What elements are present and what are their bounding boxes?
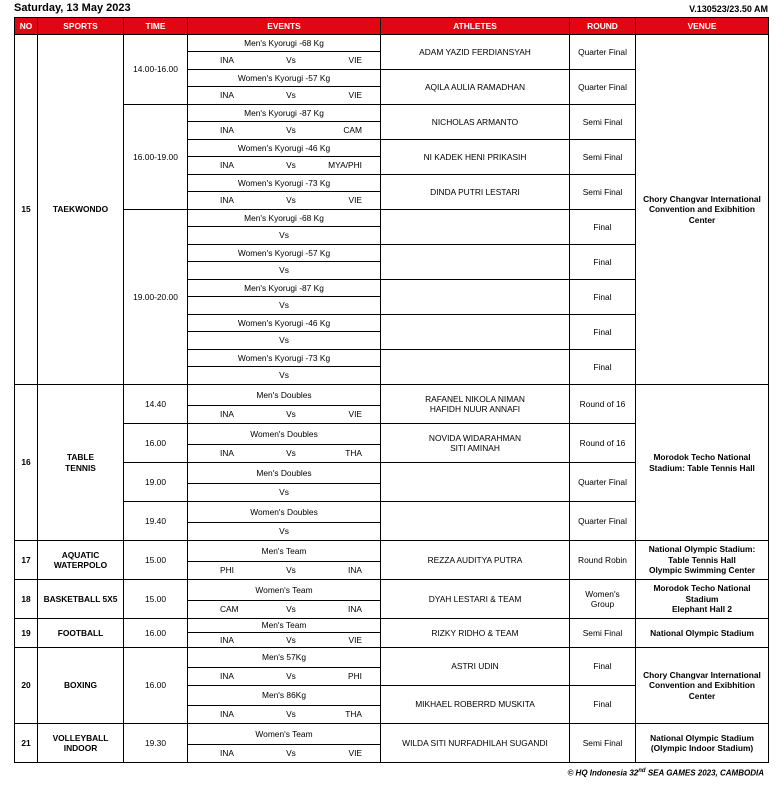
matchup	[188, 122, 381, 140]
event-time: 16.00	[124, 648, 188, 724]
athlete-name: ADAM YAZID FERDIANSYAH	[381, 35, 570, 70]
event-name: Women's Kyorugi -73 Kg	[188, 175, 381, 192]
round-label: Round Robin	[570, 541, 636, 580]
matchup	[188, 706, 381, 724]
event-name: Women's Kyorugi -57 Kg	[188, 70, 381, 87]
vs-label: Vs	[286, 565, 296, 576]
vs-label: Vs	[188, 262, 381, 280]
vs-label: Vs	[286, 448, 296, 459]
team-a: INA	[220, 195, 234, 206]
athlete-name: ASTRI UDIN	[381, 648, 570, 686]
row-no: 16	[15, 385, 38, 541]
round-label: Final	[570, 315, 636, 350]
athlete-name: DINDA PUTRI LESTARI	[381, 175, 570, 210]
round-label: Semi Final	[570, 619, 636, 648]
team-b: VIE	[348, 90, 362, 101]
matchup	[188, 192, 381, 210]
event-name: Women's Team	[188, 580, 381, 601]
athlete-name: NICHOLAS ARMANTO	[381, 105, 570, 140]
round-label: Final	[570, 280, 636, 315]
event-name: Women's Doubles	[188, 424, 381, 445]
vs-label: Vs	[286, 195, 296, 206]
vs-label: Vs	[286, 55, 296, 66]
copyright-footer	[567, 768, 764, 778]
athlete-name	[381, 210, 570, 245]
team-a: PHI	[220, 565, 234, 576]
venue-name: Chory Changvar International Convention and Exibhition Center	[636, 648, 769, 724]
event-time: 16.00-19.00	[124, 105, 188, 210]
team-b: VIE	[348, 748, 362, 759]
team-b: INA	[348, 565, 362, 576]
athlete-name	[381, 280, 570, 315]
row-no: 21	[15, 724, 38, 763]
sport-name: VOLLEYBALL INDOOR	[38, 724, 124, 763]
team-b: INA	[348, 604, 362, 615]
matchup	[188, 633, 381, 648]
event-name: Men's Kyorugi -87 Kg	[188, 280, 381, 297]
schedule-table	[14, 17, 769, 763]
round-label: Final	[570, 648, 636, 686]
event-name: Men's Kyorugi -68 Kg	[188, 35, 381, 52]
footer-prefix: © HQ Indonesia 32	[567, 768, 639, 778]
col-header-round: ROUND	[570, 18, 636, 35]
event-name: Men's Kyorugi -87 Kg	[188, 105, 381, 122]
sport-name: TAEKWONDO	[38, 35, 124, 385]
event-time: 19.00-20.00	[124, 210, 188, 385]
event-name: Men's 86Kg	[188, 686, 381, 706]
version-label: V.130523/23.50 AM	[689, 4, 768, 14]
sport-name: TABLE TENNIS	[38, 385, 124, 541]
vs-label: Vs	[188, 484, 381, 502]
row-no: 15	[15, 35, 38, 385]
vs-label: Vs	[188, 523, 381, 541]
athlete-name	[381, 315, 570, 350]
athlete-name: WILDA SITI NURFADHILAH SUGANDI	[381, 724, 570, 763]
athlete-name: AQILA AULIA RAMADHAN	[381, 70, 570, 105]
athlete-name	[381, 350, 570, 385]
venue-name: Morodok Techo National Stadium Elephant Hall 2	[636, 580, 769, 619]
event-name: Women's Kyorugi -73 Kg	[188, 350, 381, 367]
team-a: CAM	[220, 604, 239, 615]
footer-suffix: SEA GAMES 2023, CAMBODIA	[645, 768, 764, 778]
event-name: Men's Doubles	[188, 385, 381, 406]
round-label: Final	[570, 245, 636, 280]
vs-label: Vs	[286, 409, 296, 420]
venue-name: National Olympic Stadium	[636, 619, 769, 648]
row-no: 18	[15, 580, 38, 619]
event-name: Men's Kyorugi -68 Kg	[188, 210, 381, 227]
col-header-venue: VENUE	[636, 18, 769, 35]
team-a: INA	[220, 671, 234, 682]
table-header-row	[15, 18, 769, 35]
round-label: Women's Group	[570, 580, 636, 619]
team-a: INA	[220, 748, 234, 759]
event-time: 16.00	[124, 619, 188, 648]
matchup	[188, 668, 381, 686]
event-name: Women's Doubles	[188, 502, 381, 523]
athlete-name	[381, 245, 570, 280]
col-header-sports: SPORTS	[38, 18, 124, 35]
round-label: Round of 16	[570, 424, 636, 463]
team-a: INA	[220, 90, 234, 101]
event-time: 14.40	[124, 385, 188, 424]
athlete-name: RAFANEL NIKOLA NIMAN HAFIDH NUUR ANNAFI	[381, 385, 570, 424]
venue-name: Morodok Techo National Stadium: Table Tennis Hall	[636, 385, 769, 541]
sport-name: AQUATIC WATERPOLO	[38, 541, 124, 580]
event-name: Women's Team	[188, 724, 381, 745]
row-no: 20	[15, 648, 38, 724]
event-time: 14.00-16.00	[124, 35, 188, 105]
team-b: VIE	[348, 634, 362, 645]
matchup	[188, 87, 381, 105]
event-name: Men's Team	[188, 619, 381, 633]
round-label: Quarter Final	[570, 463, 636, 502]
vs-label: Vs	[286, 748, 296, 759]
vs-label: Vs	[286, 634, 296, 645]
venue-name: National Olympic Stadium: Table Tennis Hall Olympic Swimming Center	[636, 541, 769, 580]
sport-name: FOOTBALL	[38, 619, 124, 648]
event-time: 15.00	[124, 580, 188, 619]
vs-label: Vs	[286, 709, 296, 720]
team-a: INA	[220, 55, 234, 66]
round-label: Semi Final	[570, 105, 636, 140]
event-time: 19.00	[124, 463, 188, 502]
matchup	[188, 745, 381, 763]
col-header-athletes: ATHLETES	[381, 18, 570, 35]
team-b: THA	[345, 709, 362, 720]
event-time: 16.00	[124, 424, 188, 463]
matchup	[188, 52, 381, 70]
athlete-name: REZZA AUDITYA PUTRA	[381, 541, 570, 580]
athlete-name: NI KADEK HENI PRIKASIH	[381, 140, 570, 175]
col-header-events: EVENTS	[188, 18, 381, 35]
athlete-name	[381, 463, 570, 502]
col-header-no: NO	[15, 18, 38, 35]
vs-label: Vs	[188, 332, 381, 350]
athlete-name: RIZKY RIDHO & TEAM	[381, 619, 570, 648]
event-time: 19.30	[124, 724, 188, 763]
team-b: CAM	[343, 125, 362, 136]
vs-label: Vs	[188, 367, 381, 385]
event-name: Women's Kyorugi -57 Kg	[188, 245, 381, 262]
event-name: Men's 57Kg	[188, 648, 381, 668]
vs-label: Vs	[286, 160, 296, 171]
round-label: Semi Final	[570, 724, 636, 763]
sport-name: BASKETBALL 5X5	[38, 580, 124, 619]
vs-label: Vs	[286, 125, 296, 136]
team-b: PHI	[348, 671, 362, 682]
team-b: VIE	[348, 195, 362, 206]
matchup	[188, 562, 381, 580]
team-a: INA	[220, 409, 234, 420]
row-no: 19	[15, 619, 38, 648]
vs-label: Vs	[286, 604, 296, 615]
venue-name: National Olympic Stadium (Olympic Indoor Stadium)	[636, 724, 769, 763]
col-header-time: TIME	[124, 18, 188, 35]
athlete-name: NOVIDA WIDARAHMAN SITI AMINAH	[381, 424, 570, 463]
team-a: INA	[220, 160, 234, 171]
athlete-name	[381, 502, 570, 541]
sport-name: BOXING	[38, 648, 124, 724]
round-label: Quarter Final	[570, 70, 636, 105]
event-name: Women's Kyorugi -46 Kg	[188, 140, 381, 157]
row-no: 17	[15, 541, 38, 580]
team-b: VIE	[348, 409, 362, 420]
matchup	[188, 445, 381, 463]
round-label: Final	[570, 350, 636, 385]
round-label: Semi Final	[570, 140, 636, 175]
team-a: INA	[220, 125, 234, 136]
event-name: Men's Doubles	[188, 463, 381, 484]
vs-label: Vs	[286, 671, 296, 682]
team-a: INA	[220, 709, 234, 720]
team-a: INA	[220, 634, 234, 645]
team-b: THA	[345, 448, 362, 459]
event-time: 19.40	[124, 502, 188, 541]
round-label: Round of 16	[570, 385, 636, 424]
venue-name: Chory Changvar International Convention and Exibhition Center	[636, 35, 769, 385]
matchup	[188, 406, 381, 424]
round-label: Semi Final	[570, 175, 636, 210]
round-label: Final	[570, 686, 636, 724]
vs-label: Vs	[286, 90, 296, 101]
event-time: 15.00	[124, 541, 188, 580]
event-name: Men's Team	[188, 541, 381, 562]
schedule-date: Saturday, 13 May 2023	[14, 2, 131, 14]
event-name: Women's Kyorugi -46 Kg	[188, 315, 381, 332]
footer-superscript: nd	[638, 768, 646, 774]
athlete-name: DYAH LESTARI & TEAM	[381, 580, 570, 619]
matchup	[188, 157, 381, 175]
vs-label: Vs	[188, 227, 381, 245]
vs-label: Vs	[188, 297, 381, 315]
matchup	[188, 601, 381, 619]
round-label: Final	[570, 210, 636, 245]
team-b: MYA/PHI	[328, 160, 362, 171]
team-b: VIE	[348, 55, 362, 66]
team-a: INA	[220, 448, 234, 459]
athlete-name: MIKHAEL ROBERRD MUSKITA	[381, 686, 570, 724]
round-label: Quarter Final	[570, 35, 636, 70]
round-label: Quarter Final	[570, 502, 636, 541]
